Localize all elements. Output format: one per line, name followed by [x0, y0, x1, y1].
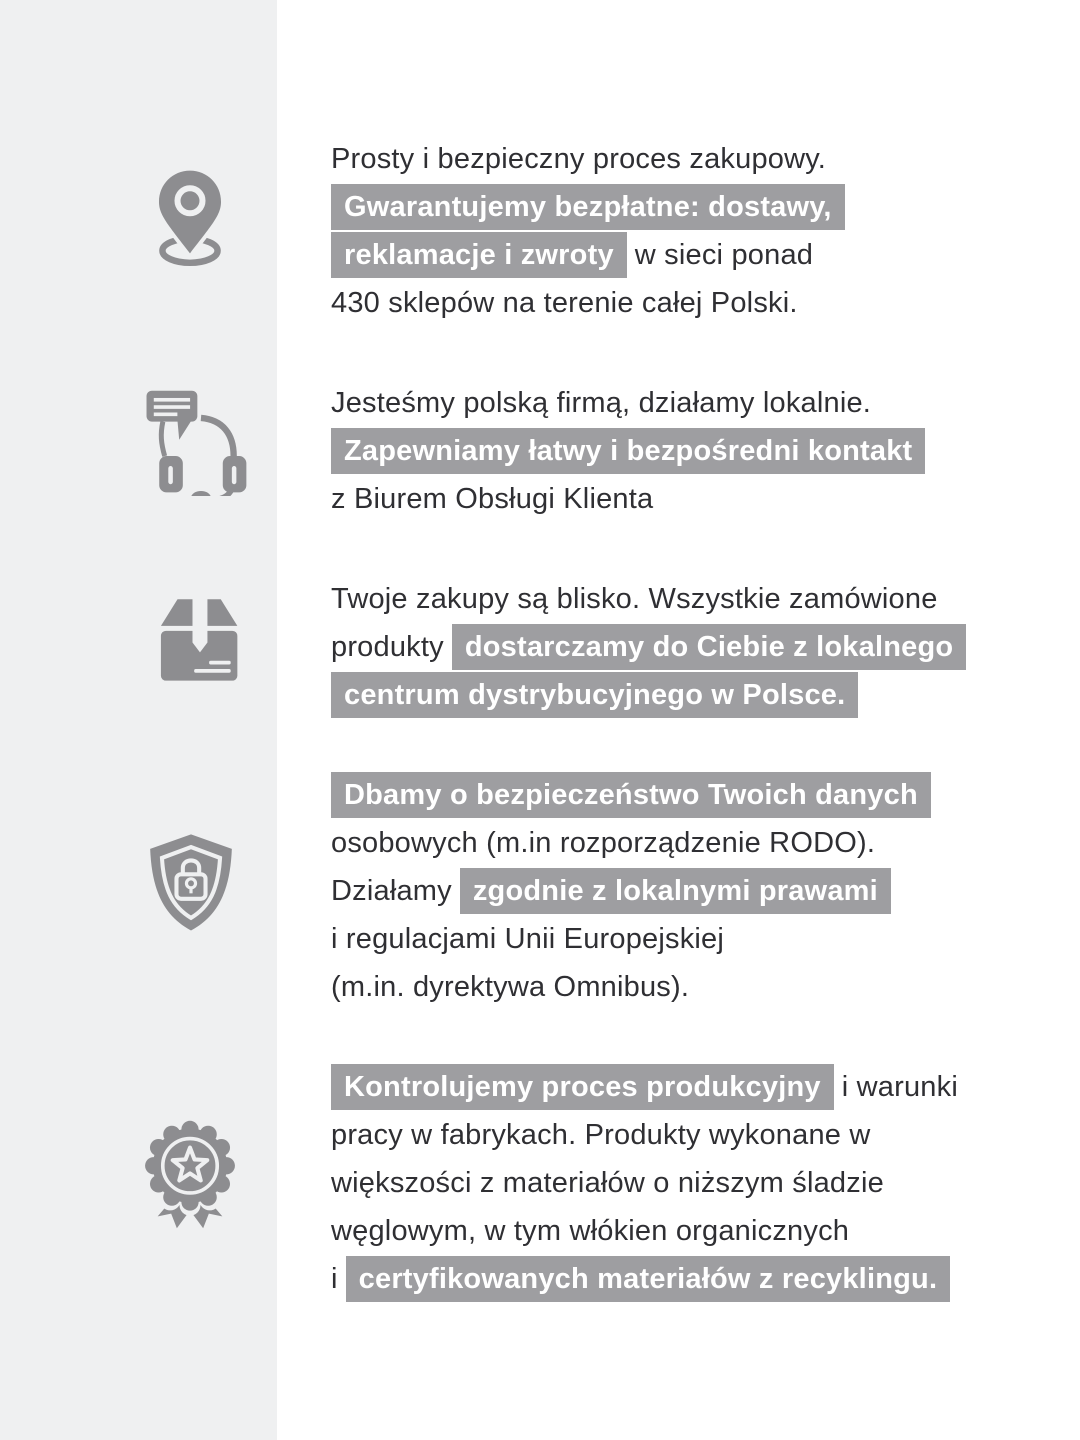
shield-lock-icon [132, 818, 250, 936]
highlighted-text: Dbamy o bezpieczeństwo Twoich danych [331, 772, 931, 818]
text-line [331, 1207, 1051, 1255]
body-text: produkty [331, 630, 444, 663]
info-block-privacy [331, 771, 1051, 1011]
text-line [331, 379, 1051, 427]
highlighted-text: dostarczamy do Ciebie z lokalnego [452, 624, 966, 670]
text-line [331, 771, 1051, 819]
text-line [331, 819, 1051, 867]
info-block-production [331, 1063, 1051, 1303]
package-box-icon [136, 576, 244, 684]
body-text: Prosty i bezpieczny proces zakupowy. [331, 142, 827, 175]
text-column [331, 135, 1051, 1303]
body-text: Działamy [331, 874, 452, 907]
body-text: pracy w fabrykach. Produkty wykonane w [331, 1118, 871, 1151]
text-line [331, 915, 1051, 963]
text-line [331, 1111, 1051, 1159]
body-text: i regulacjami Unii Europejskiej [331, 922, 725, 955]
highlighted-text: Kontrolujemy proces produkcyjny [331, 1064, 834, 1110]
body-text: osobowych (m.in rozporządzenie RODO). [331, 826, 876, 859]
text-line [331, 1255, 1051, 1303]
highlighted-text: Gwarantujemy bezpłatne: dostawy, [331, 184, 845, 230]
highlighted-text: reklamacje i zwroty [331, 232, 627, 278]
body-text: 430 sklepów na terenie całej Polski. [331, 286, 798, 319]
info-block-contact [331, 379, 1051, 523]
text-line [331, 575, 1051, 623]
body-text: Twoje zakupy są blisko. Wszystkie zamówione [331, 582, 938, 615]
highlighted-text: zgodnie z lokalnymi prawami [460, 868, 891, 914]
body-text: w sieci ponad [634, 238, 814, 271]
text-line [331, 475, 1051, 523]
text-line [331, 135, 1051, 183]
body-text: węglowym, w tym włókien organicznych [331, 1214, 850, 1247]
body-text: (m.in. dyrektywa Omnibus). [331, 970, 690, 1003]
text-line [331, 1063, 1051, 1111]
info-block-stores [331, 135, 1051, 327]
body-text: i [331, 1262, 338, 1295]
text-line [331, 867, 1051, 915]
text-line [331, 231, 1051, 279]
location-pin-icon [134, 162, 246, 274]
text-line [331, 279, 1051, 327]
text-line [331, 183, 1051, 231]
text-line [331, 671, 1051, 719]
info-block-delivery [331, 575, 1051, 719]
award-badge-icon [131, 1114, 249, 1232]
body-text: większości z materiałów o niższym śladzie [331, 1166, 884, 1199]
body-text: i warunki [841, 1070, 958, 1103]
sidebar [0, 0, 277, 1440]
body-text: Jesteśmy polską firmą, działamy lokalnie. [331, 386, 872, 419]
highlighted-text: certyfikowanych materiałów z recyklingu. [346, 1256, 951, 1302]
headset-chat-icon [132, 378, 250, 496]
text-line [331, 427, 1051, 475]
highlighted-text: Zapewniamy łatwy i bezpośredni kontakt [331, 428, 925, 474]
text-line [331, 1159, 1051, 1207]
text-line [331, 963, 1051, 1011]
highlighted-text: centrum dystrybucyjnego w Polsce. [331, 672, 858, 718]
text-line [331, 623, 1051, 671]
body-text: z Biurem Obsługi Klienta [331, 482, 654, 515]
